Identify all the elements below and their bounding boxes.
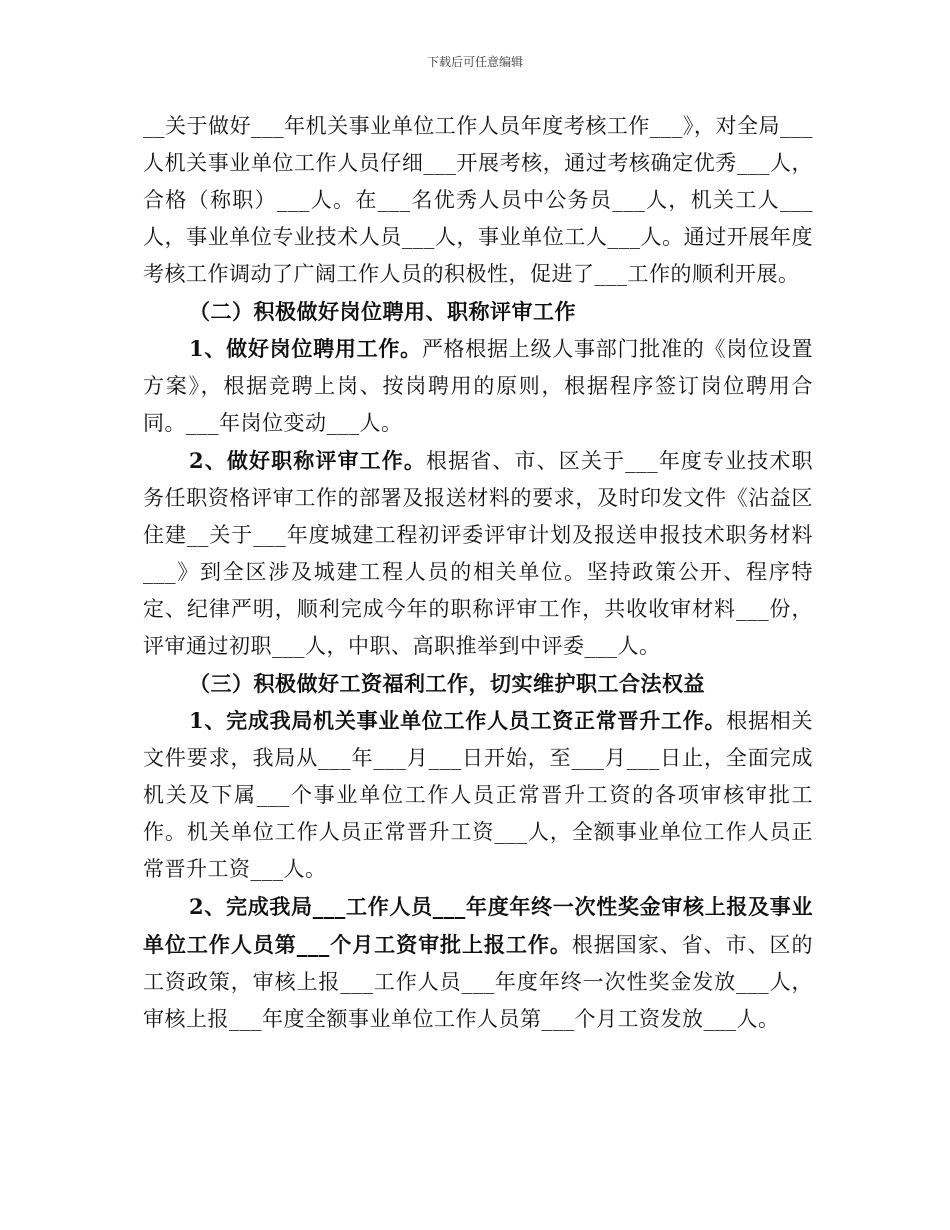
paragraph-text: 根据相关文件要求，我局从___年___月___日开始，至___月___日止，全面完成机关及下属___个事业单位工作人员正常晋升工资的各项审核审批工作。机关单位工作人员正常晋升工资___人，全额事业单位工作人员正常晋升工资___人。 [143, 709, 813, 881]
paragraph-lead: 1、做好岗位聘用工作。 [189, 336, 422, 361]
paragraph-text: 根据省、市、区关于___年度专业技术职务任职资格评审工作的部署及报送材料的要求，及时印发文件《沾益区住建__关于___年度城建工程初评委评审计划及报送申报技术职务材料___》到全区涉及城建工程人员的相关单位。坚持政策公开、程序特定、纪律严明，顺利完成今年的职称评审工作，共收收审材料___份，评审通过初职___人，中职、高职推举到中评委___人。 [143, 449, 813, 658]
paragraph-salary-promotion [143, 702, 813, 888]
paragraph-text: 根据国家、省、市、区的工资政策，审核上报___工作人员___年度年终一次性奖金发放___人，审核上报___年度全额事业单位工作人员第___个月工资发放___人。 [143, 933, 813, 1031]
paragraph-bonus [143, 888, 813, 1038]
document-body [143, 108, 813, 1038]
paragraph-text: 严格根据上级人事部门批准的《岗位设置方案》，根据竞聘上岗、按岗聘用的原则，根据程序签订岗位聘用合同。___年岗位变动___人。 [143, 337, 813, 435]
paragraph-lead: 1、完成我局机关事业单位工作人员工资正常晋升工作。 [189, 708, 727, 733]
paragraph-lead: 2、做好职称评审工作。 [189, 448, 426, 473]
paragraph-lead: 2、完成我局___工作人员___年度年终一次性奖金审核上报及事业单位工作人员第___个月工资审批上报工作。 [143, 894, 813, 957]
paragraph-post-hiring [143, 330, 813, 442]
section-heading-2: （二）积极做好岗位聘用、职称评审工作 [189, 299, 576, 324]
paragraph-appraisal: __关于做好___年机关事业单位工作人员年度考核工作___》，对全局___人机关事业单位工作人员仔细___开展考核，通过考核确定优秀___人，合格（称职）___人。在___名优秀人员中公务员___人，机关工人___人，事业单位专业技术人员___人，事业单位工人___人。通过开展年度考核工作调动了广阔工作人员的积极性，促进了___工作的顺利开展。 [143, 114, 813, 286]
section-heading-3: （三）积极做好工资福利工作，切实维护职工合法权益 [189, 671, 705, 696]
paragraph-title-review [143, 442, 813, 665]
page-header: 下载后可任意编辑 [426, 55, 523, 69]
